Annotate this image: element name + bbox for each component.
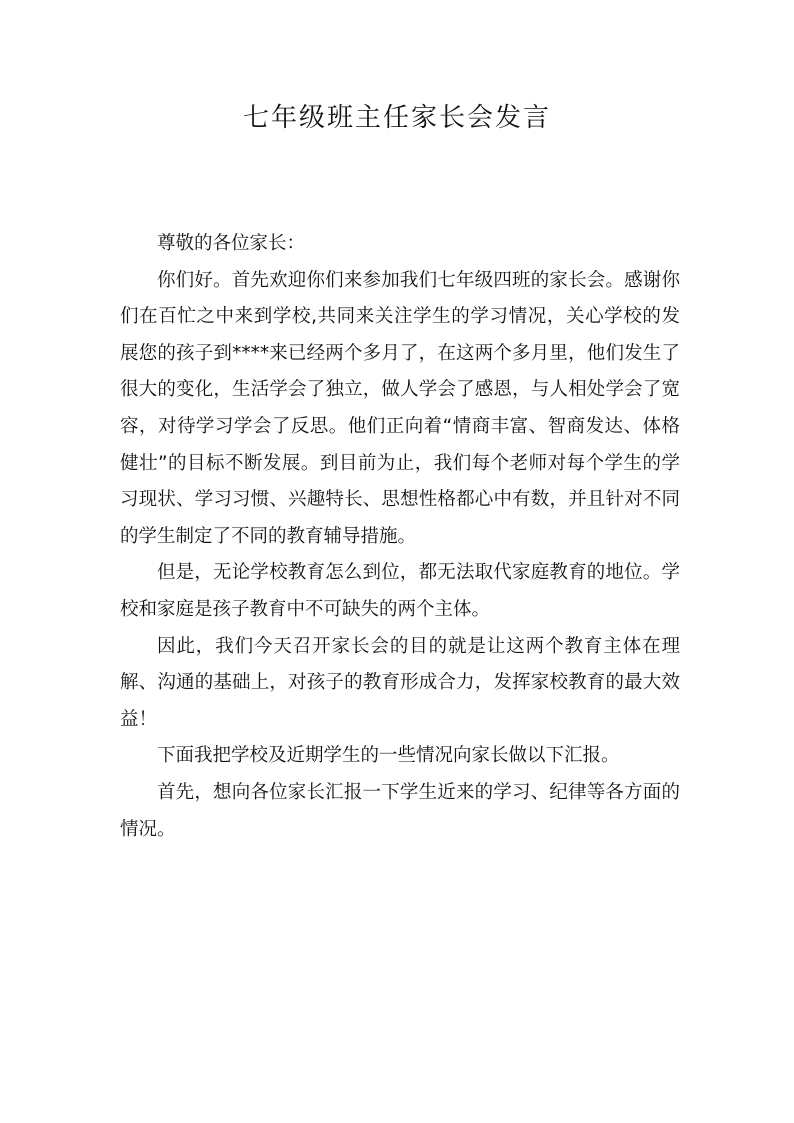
paragraph-report-intro: 下面我把学校及近期学生的一些情况向家长做以下汇报。	[157, 745, 620, 767]
paragraph-welcome: 你们好。首先欢迎你们来参加我们七年级四班的家长会。感谢你们在百忙之中来到学校,共同来关注学生的学习情况，关心学校的发展您的孩子到****来已经两个多月了，在这两个多月里，他们发生了很大的变化，生活学会了独立，做人学会了感恩，与人相处学会了宽容，对待学习学会了反思。他们正向着“情商丰富、智商发达、体格健壮”的目标不断发展。到目前为止，我们每个老师对每个学生的学习现状、学习习惯、兴趣特长、思想性格都心中有数，并且针对不同的学生制定了不同的教育辅导措施。	[120, 269, 680, 547]
document-body	[120, 226, 680, 848]
salutation: 尊敬的各位家长：	[157, 233, 306, 254]
document-title: 七年级班主任家长会发言	[242, 103, 551, 133]
paragraph-family-education: 但是，无论学校教育怎么到位，都无法取代家庭教育的地位。学校和家庭是孩子教育中不可缺失的两个主体。	[120, 562, 680, 620]
paragraph-first-point: 首先，想向各位家长汇报一下学生近来的学习、纪律等各方面的情况。	[120, 781, 680, 840]
paragraph-meeting-purpose: 因此，我们今天召开家长会的目的就是让这两个教育主体在理解、沟通的基础上，对孩子的教育形成合力，发挥家校教育的最大效益！	[120, 635, 680, 730]
